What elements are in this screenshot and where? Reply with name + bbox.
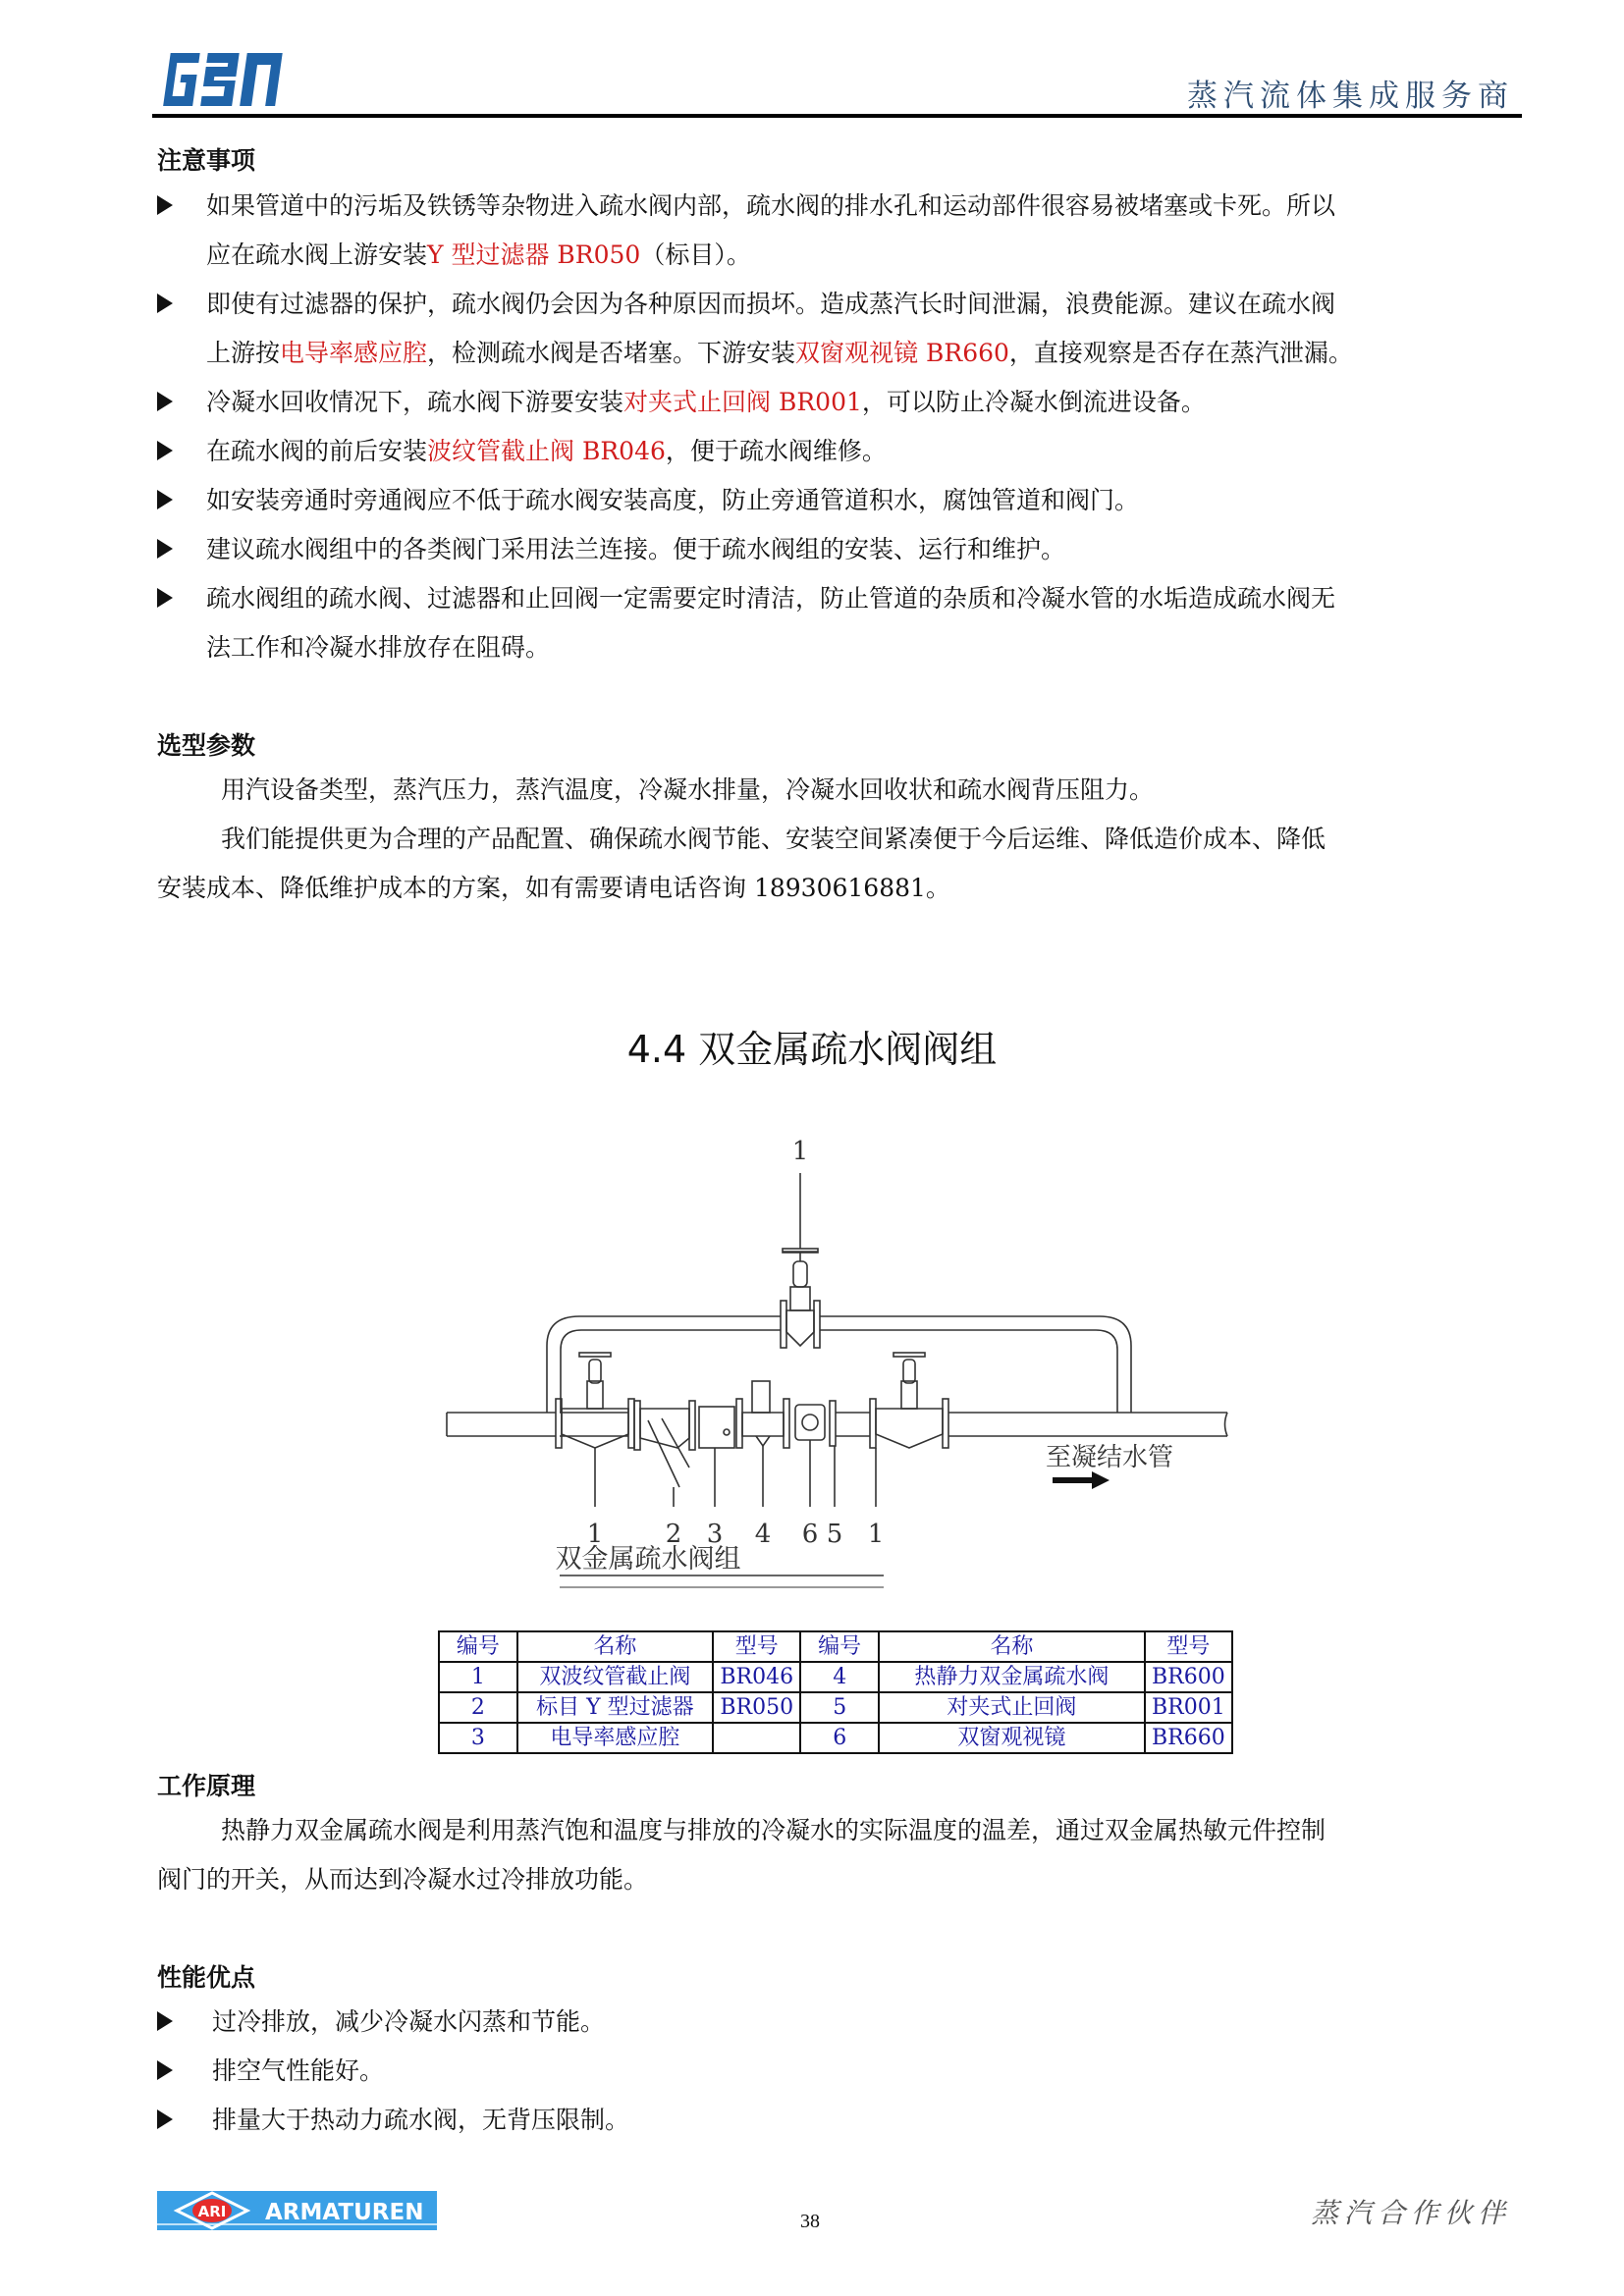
section-title: 4.4 双金属疏水阀阀组 (626, 1028, 998, 1071)
svg-text:ARI: ARI (197, 2203, 227, 2220)
table-row (439, 1692, 1232, 1723)
footer-logo-text: ARMATUREN (265, 2200, 424, 2225)
text-segment: ，便于疏水阀维修。 (665, 437, 887, 465)
table-header-cell: 编号 (439, 1631, 517, 1662)
table-cell: BR046 (713, 1662, 800, 1692)
footer-slogan: 蒸汽合作伙伴 (1310, 2197, 1511, 2229)
table-cell: 对夹式止回阀 (879, 1692, 1145, 1723)
text-segment: ，检测疏水阀是否堵塞。下游安装 (427, 339, 796, 367)
table-cell (713, 1723, 800, 1753)
diagram-label: 2 (665, 1520, 682, 1549)
bullet-arrow-icon (157, 441, 173, 460)
advantage-text: 过冷排放，减少冷凝水闪蒸和节能。 (212, 2007, 606, 2036)
selection-para-2-line-1: 我们能提供更为合理的产品配置、确保疏水阀节能、安装空间紧凑便于今后运维、降低造价成本、降低 (221, 825, 1326, 853)
table-header-cell: 名称 (879, 1631, 1145, 1662)
valve-group-diagram (432, 1114, 1286, 1595)
notes-item (157, 525, 1522, 574)
text-segment: 如果管道中的污垢及铁锈等杂物进入疏水阀内部，疏水阀的排水孔和运动部件很容易被堵塞或卡死。所以 (206, 191, 1336, 220)
diagram-top-label: 1 (791, 1137, 809, 1166)
text-segment: （标目）。 (640, 240, 751, 269)
table-cell: 双窗观视镜 (879, 1723, 1145, 1753)
highlighted-product: 波纹管截止阀 BR046 (427, 437, 666, 465)
table-cell: BR600 (1145, 1662, 1232, 1692)
notes-item-line (206, 574, 1522, 623)
highlighted-product: 电导率感应腔 (280, 339, 428, 367)
advantage-text: 排空气性能好。 (212, 2056, 385, 2085)
advantage-text: 排量大于热动力疏水阀，无背压限制。 (212, 2106, 630, 2134)
text-segment: ，可以防止冷凝水倒流进设备。 (861, 388, 1206, 416)
parts-table (438, 1630, 1233, 1754)
notes-item-line (206, 623, 1522, 672)
table-row (439, 1723, 1232, 1753)
advantage-item (157, 2047, 1522, 2096)
bullet-arrow-icon (157, 2109, 173, 2129)
highlighted-product: 双窗观视镜 BR660 (795, 339, 1009, 367)
text-segment: 疏水阀组的疏水阀、过滤器和止回阀一定需要定时清洁，防止管道的杂质和冷凝水管的水垢造成疏水阀无 (206, 584, 1336, 613)
text-segment: 如安装旁通时旁通阀应不低于疏水阀安装高度，防止旁通管道积水，腐蚀管道和阀门。 (206, 486, 1140, 514)
table-cell: 4 (800, 1662, 879, 1692)
notes-item-line (206, 280, 1522, 329)
notes-item-line (206, 476, 1522, 525)
ari-armaturen-logo (157, 2191, 437, 2230)
notes-item (157, 574, 1522, 672)
table-cell: BR050 (713, 1692, 800, 1723)
notes-item-line (206, 231, 1522, 280)
notes-item (157, 476, 1522, 525)
text-segment: 建议疏水阀组中的各类阀门采用法兰连接。便于疏水阀组的安装、运行和维护。 (206, 535, 1066, 563)
notes-item (157, 182, 1522, 280)
header-divider (152, 114, 1522, 118)
highlighted-product: Y 型过滤器 BR050 (427, 240, 641, 269)
table-cell: 双波纹管截止阀 (517, 1662, 713, 1692)
notes-item (157, 280, 1522, 378)
table-cell: 2 (439, 1692, 517, 1723)
text-segment: 上游按 (206, 339, 281, 367)
table-row (439, 1662, 1232, 1692)
page-number: 38 (800, 2211, 820, 2232)
diagram-label: 1 (586, 1520, 604, 1549)
principle-line-2: 阀门的开关，从而达到冷凝水过冷排放功能。 (157, 1865, 649, 1894)
notes-item-line (206, 182, 1522, 231)
advantages-list (157, 1998, 1522, 2145)
table-cell: 5 (800, 1692, 879, 1723)
text-segment: 在疏水阀的前后安装 (206, 437, 428, 465)
table-header-cell: 型号 (713, 1631, 800, 1662)
table-cell: 标目 Y 型过滤器 (517, 1692, 713, 1723)
diagram-label: 5 (826, 1520, 843, 1549)
notes-item-line (206, 329, 1522, 378)
notes-item (157, 378, 1522, 427)
diagram-label: 1 (867, 1520, 885, 1549)
highlighted-product: 对夹式止回阀 BR001 (623, 388, 862, 416)
diagram-outlet-label: 至凝结水管 (1045, 1443, 1174, 1472)
notes-item-line (206, 378, 1522, 427)
selection-para-2-line-2: 安装成本、降低维护成本的方案，如有需要请电话咨询 18930616881。 (157, 874, 950, 902)
text-segment: 应在疏水阀上游安装 (206, 240, 428, 269)
bullet-arrow-icon (157, 2060, 173, 2080)
diagram-label: 6 (801, 1520, 819, 1549)
table-cell: 电导率感应腔 (517, 1723, 713, 1753)
gsn-logo (157, 51, 285, 108)
table-cell: 热静力双金属疏水阀 (879, 1662, 1145, 1692)
table-header-cell: 编号 (800, 1631, 879, 1662)
selection-para-1: 用汽设备类型，蒸汽压力，蒸汽温度，冷凝水排量，冷凝水回收状和疏水阀背压阻力。 (221, 775, 1155, 804)
diagram-label: 3 (706, 1520, 724, 1549)
table-header-row (439, 1631, 1232, 1662)
table-cell: 3 (439, 1723, 517, 1753)
bullet-arrow-icon (157, 2011, 173, 2031)
advantages-heading: 性能优点 (157, 1963, 256, 1992)
table-cell: 1 (439, 1662, 517, 1692)
table-header-cell: 型号 (1145, 1631, 1232, 1662)
principle-heading: 工作原理 (157, 1772, 256, 1800)
text-segment: 法工作和冷凝水排放存在阻碍。 (206, 633, 551, 662)
notes-item (157, 427, 1522, 476)
diagram-caption: 双金属疏水阀组 (555, 1544, 741, 1575)
advantage-item (157, 2096, 1522, 2145)
diagram-label: 4 (754, 1520, 772, 1549)
bullet-arrow-icon (157, 294, 173, 313)
bullet-arrow-icon (157, 195, 173, 215)
advantage-item (157, 1998, 1522, 2047)
text-segment: 冷凝水回收情况下，疏水阀下游要安装 (206, 388, 624, 416)
notes-list (157, 182, 1522, 672)
notes-heading: 注意事项 (157, 146, 256, 175)
table-cell: BR001 (1145, 1692, 1232, 1723)
table-header-cell: 名称 (517, 1631, 713, 1662)
bullet-arrow-icon (157, 539, 173, 559)
bullet-arrow-icon (157, 392, 173, 411)
notes-item-line (206, 427, 1522, 476)
header-slogan: 蒸汽流体集成服务商 (1187, 79, 1514, 114)
notes-item-line (206, 525, 1522, 574)
text-segment: 即使有过滤器的保护，疏水阀仍会因为各种原因而损坏。造成蒸汽长时间泄漏，浪费能源。建议在疏水阀 (206, 290, 1336, 318)
table-cell: BR660 (1145, 1723, 1232, 1753)
table-cell: 6 (800, 1723, 879, 1753)
principle-line-1: 热静力双金属疏水阀是利用蒸汽饱和温度与排放的冷凝水的实际温度的温差，通过双金属热敏元件控制 (221, 1816, 1326, 1844)
bullet-arrow-icon (157, 490, 173, 509)
selection-heading: 选型参数 (157, 731, 256, 760)
flow-arrow-icon (1053, 1471, 1110, 1489)
text-segment: ，直接观察是否存在蒸汽泄漏。 (1008, 339, 1353, 367)
bullet-arrow-icon (157, 588, 173, 608)
